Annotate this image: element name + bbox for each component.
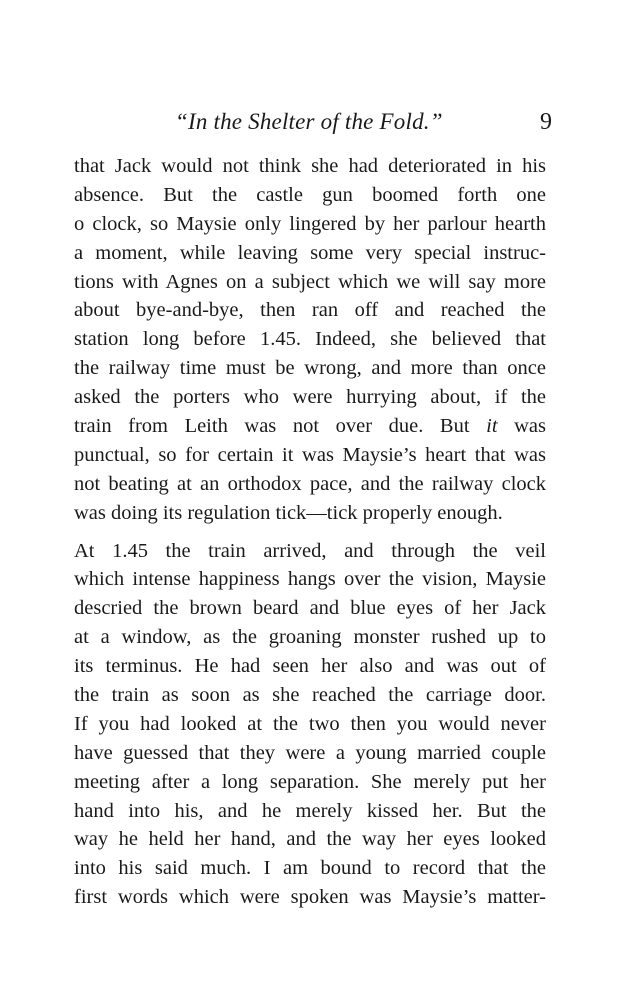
body-text	[74, 152, 546, 912]
paragraph	[74, 152, 546, 528]
paragraph-gap	[74, 528, 546, 537]
text-line: hand into his, and he merely kissed her. But the	[74, 799, 546, 822]
text-line: into his said much. I am bound to record that the	[74, 857, 546, 880]
text-line: station long before 1.45. Indeed, she believed that	[74, 328, 546, 351]
text-line: was doing its regulation tick—tick properly enough.	[74, 501, 503, 524]
text-line: have guessed that they were a young married couple	[74, 741, 546, 764]
text-line: At 1.45 the train arrived, and through the veil	[74, 539, 546, 562]
page-number: 9	[540, 109, 552, 135]
text-line: that Jack would not think she had deteriorated in his	[74, 155, 546, 177]
text-line: If you had looked at the two then you would never	[74, 712, 546, 735]
text-line: punctual, so for certain it was Maysie’s heart that was	[74, 443, 546, 466]
text-segment: was	[514, 415, 546, 438]
text-line: meeting after a long separation. She merely put her	[74, 770, 546, 793]
running-header	[0, 104, 643, 140]
text-line: about bye-and-bye, then ran off and reached the	[74, 299, 546, 322]
text-line	[74, 412, 546, 441]
text-line: its terminus. He had seen her also and was out of	[74, 655, 546, 678]
running-title: “In the Shelter of the Fold.”	[175, 109, 443, 134]
text-segment: train from Leith was not over due. But	[74, 415, 470, 438]
text-line: tions with Agnes on a subject which we will say more	[74, 270, 546, 293]
text-line: not beating at an orthodox pace, and the railway clock	[74, 472, 546, 495]
text-line: first words which were spoken was Maysie’s matter-	[74, 886, 546, 909]
text-line: absence. But the castle gun boomed forth one	[74, 183, 546, 206]
text-line: way he held her hand, and the way her eyes looked	[74, 828, 546, 851]
text-line: the railway time must be wrong, and more than once	[74, 357, 546, 380]
paragraph	[74, 537, 546, 913]
text-line: o clock, so Maysie only lingered by her parlour hearth	[74, 212, 546, 235]
text-line: descried the brown beard and blue eyes of her Jack	[74, 597, 546, 620]
text-line: the train as soon as she reached the carriage door.	[74, 684, 546, 707]
italic-word: it	[486, 415, 498, 438]
text-line: asked the porters who were hurrying about, if the	[74, 386, 546, 409]
text-line: a moment, while leaving some very special instruc-	[74, 241, 546, 264]
text-line: which intense happiness hangs over the vision, Maysie	[74, 568, 546, 591]
text-line: at a window, as the groaning monster rushed up to	[74, 626, 546, 649]
